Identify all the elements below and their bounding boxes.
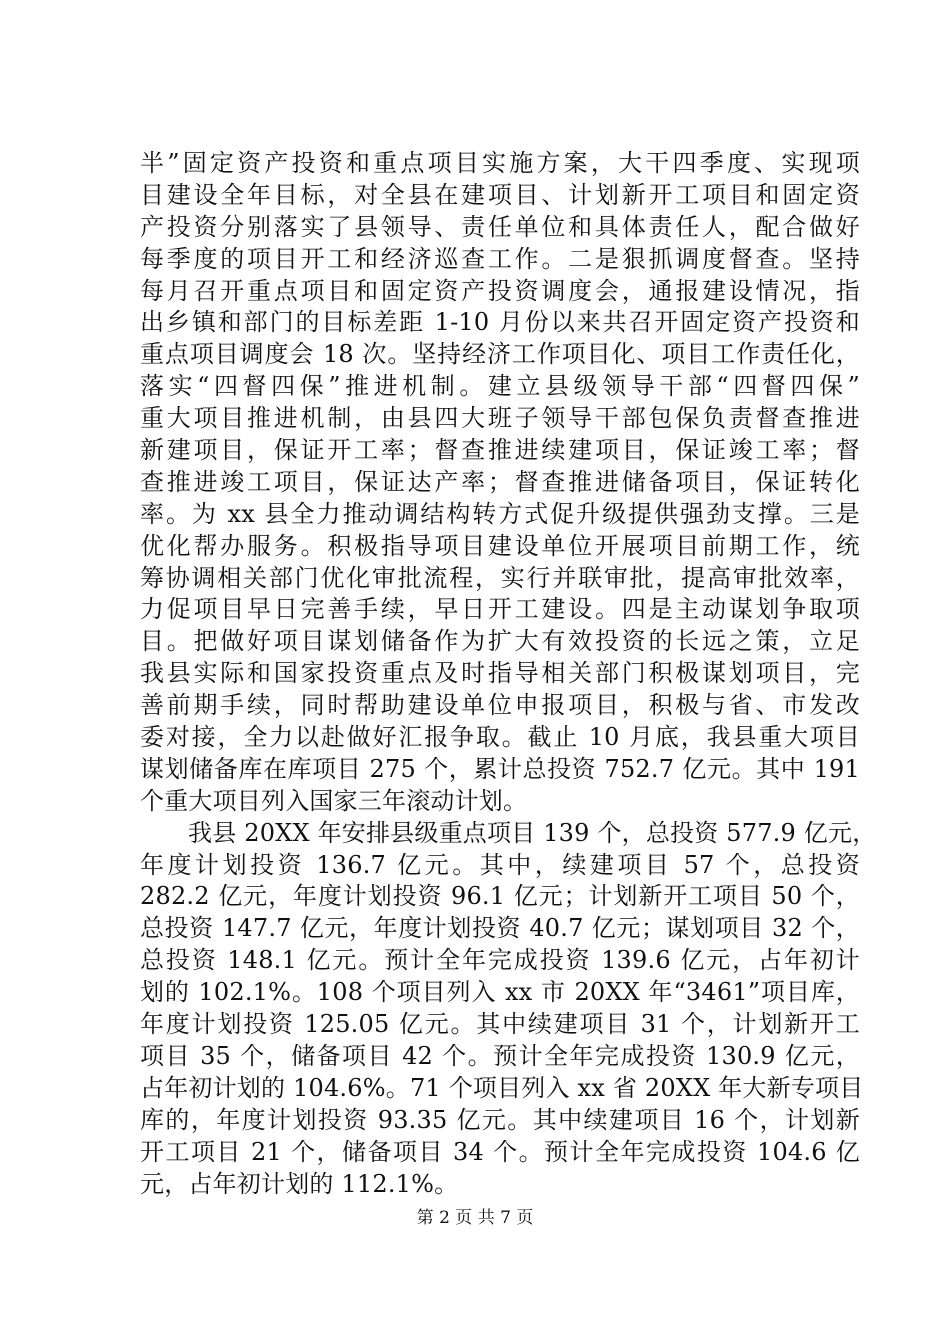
text-line: 我县实际和国家投资重点及时指导相关部门积极谋划项目，完: [140, 659, 860, 688]
text-line: 落实“四督四保”推进机制。建立县级领导干部“四督四保”: [140, 372, 860, 401]
text-line: 筹协调相关部门优化审批流程，实行并联审批，提高审批效率，: [140, 563, 860, 592]
text-line: 半”固定资产投资和重点项目实施方案，大干四季度、实现项: [140, 149, 860, 177]
text-line: 优化帮办服务。积极指导项目建设单位开展项目前期工作，统: [140, 531, 860, 560]
text-line: 谋划储备库在库项目 275 个，累计总投资 752.7 亿元。其中 191: [140, 754, 860, 783]
text-line: 库的，年度计划投资 93.35 亿元。其中续建项目 16 个，计划新: [140, 1105, 860, 1134]
text-line: 总投资 147.7 亿元，年度计划投资 40.7 亿元；谋划项目 32 个，: [140, 914, 860, 943]
text-line: 新建项目，保证开工率；督查推进续建项目，保证竣工率；督: [140, 436, 860, 465]
text-line: 每季度的项目开工和经济巡查工作。二是狠抓调度督查。坚持: [140, 244, 860, 273]
text-line: 率。为 xx 县全力推动调结构转方式促升级提供强劲支撑。三是: [140, 499, 860, 528]
text-line: 个重大项目列入国家三年滚动计划。: [140, 786, 528, 815]
text-line: 力促项目早日完善手续，早日开工建设。四是主动谋划争取项: [140, 595, 860, 624]
text-line: 目建设全年目标，对全县在建项目、计划新开工项目和固定资: [140, 180, 860, 209]
text-line: 查推进竣工项目，保证达产率；督查推进储备项目，保证转化: [140, 467, 860, 496]
text-line: 委对接，全力以赴做好汇报争取。截止 10 月底，我县重大项目: [140, 723, 860, 752]
text-line: 重大项目推进机制，由县四大班子领导干部包保负责督查推进: [140, 404, 860, 433]
page-number-footer: 第 2 页 共 7 页: [416, 1208, 534, 1228]
text-line: 重点项目调度会 18 次。坚持经济工作项目化、项目工作责任化，: [140, 340, 860, 369]
text-line: 开工项目 21 个，储备项目 34 个。预计全年完成投资 104.6 亿: [140, 1137, 860, 1166]
text-line: 282.2 亿元，年度计划投资 96.1 亿元；计划新开工项目 50 个，: [140, 882, 860, 911]
paragraph-1: [140, 148, 860, 818]
text-line: 每月召开重点项目和固定资产投资调度会，通报建设情况，指: [140, 276, 860, 305]
text-line: 占年初计划的 104.6%。71 个项目列入 xx 省 20XX 年大新专项目: [140, 1073, 864, 1102]
text-line: 元，占年初计划的 112.1%。: [140, 1169, 459, 1198]
text-line: 年度计划投资 136.7 亿元。其中，续建项目 57 个，总投资: [140, 850, 860, 879]
text-line: 总投资 148.1 亿元。预计全年完成投资 139.6 亿元，占年初计: [140, 946, 860, 975]
text-line: 出乡镇和部门的目标差距 1-10 月份以来共召开固定资产投资和: [140, 308, 860, 337]
text-line: 善前期手续，同时帮助建设单位申报项目，积极与省、市发改: [140, 691, 860, 720]
text-line: 年度计划投资 125.05 亿元。其中续建项目 31 个，计划新开工: [140, 1010, 860, 1039]
text-line: 产投资分别落实了县领导、责任单位和具体责任人，配合做好: [140, 212, 860, 241]
text-line: 划的 102.1%。108 个项目列入 xx 市 20XX 年“3461”项目库，: [140, 978, 860, 1007]
text-line: 目。把做好项目谋划储备作为扩大有效投资的长远之策，立足: [140, 627, 860, 656]
text-line: 项目 35 个，储备项目 42 个。预计全年完成投资 130.9 亿元，: [140, 1041, 860, 1070]
paragraph-2: [140, 818, 877, 1201]
text-line: 我县 20XX 年安排县级重点项目 139 个，总投资 577.9 亿元，: [188, 818, 877, 847]
document-body: [140, 148, 877, 1200]
